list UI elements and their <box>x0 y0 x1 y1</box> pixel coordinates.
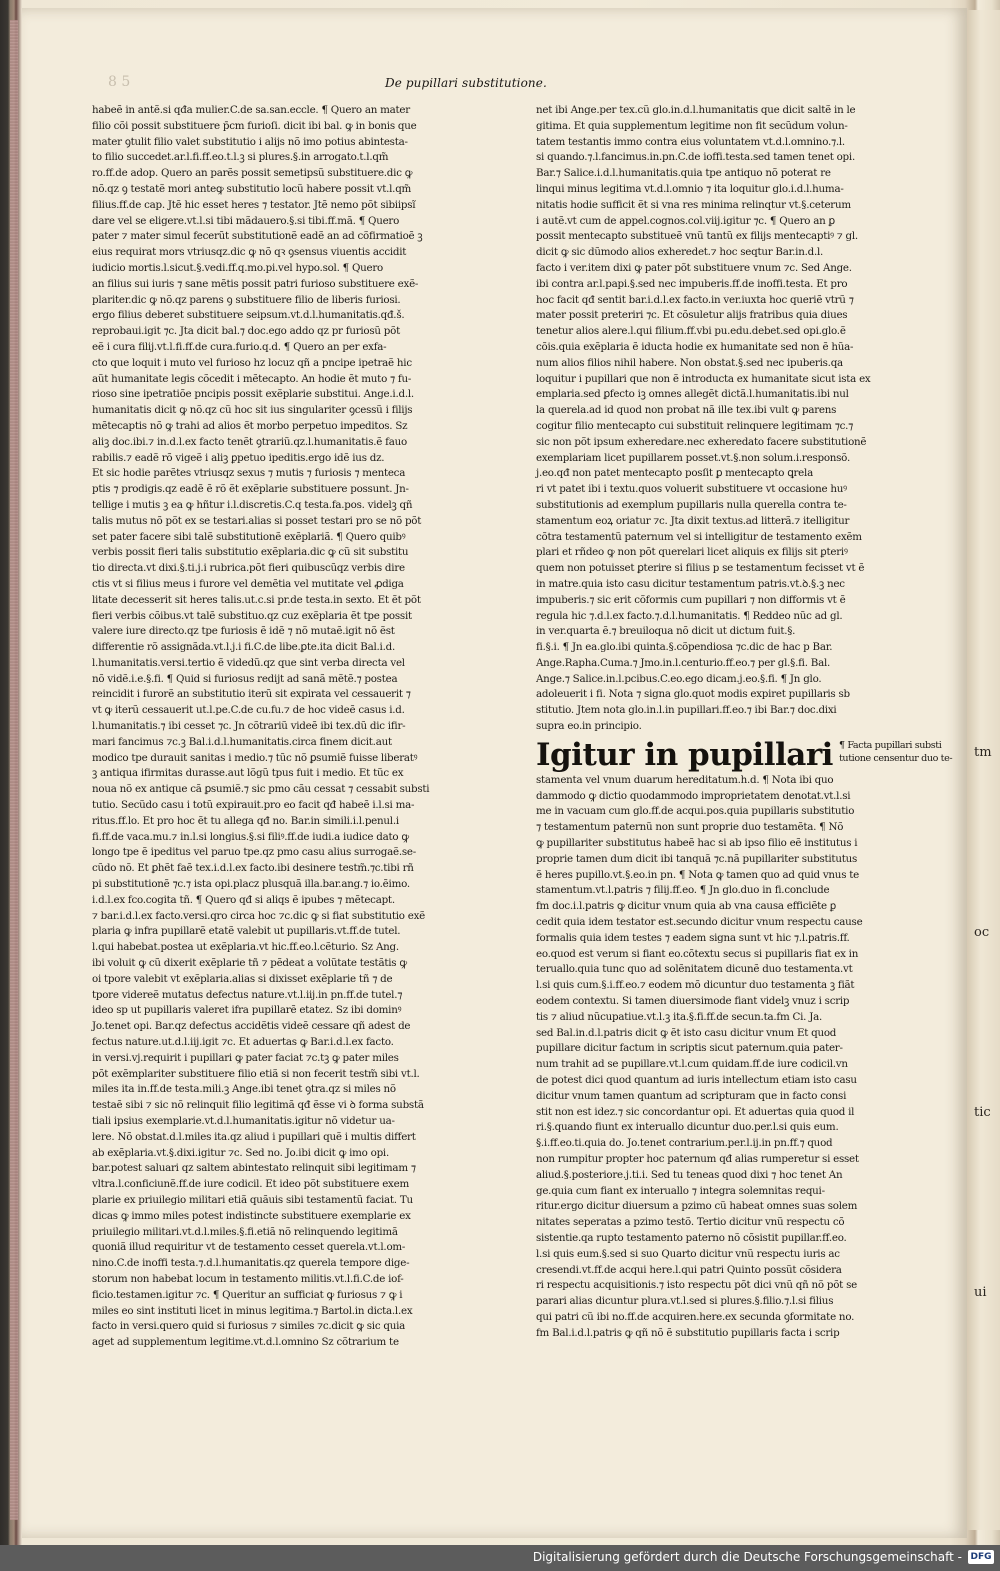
right-column-line: cõis.quia exẽplaria ẽ iducta hodie ex humanitate sed non ẽ hũa- <box>536 340 854 353</box>
left-column-line: an filius sui iuris ⁊ sane mẽtis possit patri furioso substituere exẽ- <box>92 277 419 290</box>
right-column-line: ibi contra ar.l.papi.§.sed nec impuberis.ff.de inoffi.testa. Et pro <box>536 277 848 290</box>
right-column-line: i autẽ.vt cum de appel.cognos.col.viij.igitur ⁊c. ¶ Quero an ꝑ <box>536 214 835 227</box>
facing-page-fragment: oc <box>974 925 990 940</box>
left-column-line: verbis possit fieri talis substitutio exẽplaria.dic ꝙ cũ sit substitu <box>92 546 409 559</box>
left-column-line: ab exẽplaria.vt.§.dixi.igitur ⁊c. Sed no. Jo.ibi dicit ꝙ imo opi. <box>92 1146 389 1159</box>
left-column-line: rioso sine ipetratiõe pncipis possit exẽplarie substitui. Ange.i.d.l. <box>92 388 414 401</box>
right-column-line: sed Bal.in.d.l.patris dicit ꝙ ẽt isto casu dicitur vnum Et quod <box>536 1026 837 1039</box>
right-column-line: adoleuerit i fi. Nota ⁊ signa glo.quot modis expiret pupillaris sb <box>536 688 850 701</box>
left-column-line: ptis ⁊ prodigis.qz eadẽ ẽ rõ ẽt exẽplarie substituere possunt. Jn- <box>92 483 409 496</box>
left-column-line: fieri verbis cõibus.vt talẽ substituo.qz cuz exẽplaria ẽt tpe possit <box>92 609 412 622</box>
right-column-line: stit non est idez.⁊ sic concordantur opi. Et aduertas quia quod il <box>536 1105 855 1118</box>
left-column-line: talis mutus nõ põt ex se testari.alias si posset testari pro se nõ põt <box>92 514 422 527</box>
left-column-line: vltra.l.conficiunẽ.ff.de iure codicil. Et ideo põt substituere exem <box>92 1178 409 1191</box>
book-edge <box>10 20 18 1520</box>
right-column-line: cresendi.vt.ff.de acqui here.l.qui patri Quinto possũt cõsidera <box>536 1263 842 1276</box>
right-column-line: fi.§.i. ¶ Jn ea.glo.ibi quinta.§.cõpendiosa ⁊c.dic de hac p Bar. <box>536 641 833 654</box>
heading-side-note <box>839 739 952 765</box>
left-column-line: lere. Nõ obstat.d.l.miles ita.qz aliud i pupillari quẽ i multis differt <box>92 1130 416 1143</box>
left-column-line: dicas ꝙ immo miles potest indistincte substituere exemplarie ex <box>92 1209 411 1222</box>
section-heading <box>536 736 953 773</box>
right-column-line: ꝙ pupillariter substitutus habeẽ hac si ab ipso filio eẽ institutus i <box>536 837 858 850</box>
right-column-bottom <box>536 773 936 1342</box>
left-column-line: iudicio mortis.l.sicut.§.vedi.ff.q.mo.pi.vel hypo.sol. ¶ Quero <box>92 261 384 274</box>
left-column-line: l.humanitatis.versi.tertio ẽ videdũ.qz que sint verba directa vel <box>92 656 405 669</box>
left-column-line: fi.ff.de vaca.mu.⁊ in.l.si longius.§.si filiꝰ.ff.de iudi.a iudice dato ꝙ <box>92 830 409 843</box>
left-column-line: cto que loquit i muto vel furioso hz locuz qñ a pncipe ipetraẽ hic <box>92 356 412 369</box>
right-column-line: ge.quia cum fiant ex interuallo ⁊ integra solemnitas requi- <box>536 1184 825 1197</box>
right-column-line: qui patri cũ ibi no.ff.de acquiren.here.ex secunda ꝯformitate no. <box>536 1310 855 1323</box>
left-column-line: bar.potest saluari qz saltem abintestato relinquit sibi legitimam ⁊ <box>92 1162 416 1175</box>
right-column-line: net ibi Ange.per tex.cũ glo.in.d.l.humanitatis que dicit saltẽ in le <box>536 104 856 116</box>
left-column-line: rabilis.⁊ eadẽ rõ vigeẽ i aliꝫ ꝑpetuo ipeditis.ergo idẽ ius dz. <box>92 451 385 464</box>
left-column-line: modico tpe durauit sanitas i medio.⁊ tũc nõ ꝑsumiẽ fuisse liberatꝰ <box>92 751 418 764</box>
right-column-line: sic non põt ipsum exheredare.nec exheredato facere substitutionẽ <box>536 435 867 448</box>
left-column-line: ro.ff.de adop. Quero an parẽs possit semetipsũ substituere.dic ꝙ <box>92 167 413 180</box>
right-column-line: cogitur filio mentecapto cui substituit relinquere legitimam ⁊c.⁊ <box>536 419 853 432</box>
left-column-line: nõ.qz ꝯ testatẽ mori anteꝙ substitutio locũ habere possit vt.l.qm̃ <box>92 182 412 195</box>
left-column-line: ctis vt si filius meus i furore vel demẽtia vel mutitate vel ꝓdiga <box>92 577 404 590</box>
dfg-logo: DFG <box>968 1550 994 1564</box>
right-column-line: nitatis hodie sufficit ẽt si vna res minima relinqtur vt.§.ceterum <box>536 198 851 211</box>
right-column-line: num alios filios nihil habere. Non obstat.§.sed nec ipuberis.qa <box>536 356 843 369</box>
left-column-line: testaẽ sibi ⁊ sic nõ relinquit filio legitimã qđ ẽsse vi ꝺ forma substã <box>92 1099 424 1112</box>
left-column-line: l.qui habebat.postea ut exẽplaria.vt hic.ff.eo.l.cẽturio. Sz Ang. <box>92 941 399 954</box>
left-column-line: plariter.dic ꝙ nõ.qz parens ꝯ substituere filio de liberis furiosi. <box>92 293 401 306</box>
right-column-line: substitutionis ad exemplum pupillaris nulla querella contra te- <box>536 498 847 511</box>
left-column-line: priuilegio militari.vt.d.l.miles.§.fi.etiã nõ relinquendo legitimã <box>92 1225 398 1238</box>
left-column-line: ibi voluit ꝙ cũ dixerit exẽplarie tñ ⁊ pẽdeat a volũtate testãtis ꝙ <box>92 957 407 970</box>
right-column-line: tis ⁊ aliud nũcupatiue.vt.l.ꝫ ita.§.fi.ff.de secun.ta.fm Ci. Ja. <box>536 1010 822 1023</box>
left-column-line: filio cõi possit substituere p̄cm furioſi. dicit ibi bal. ꝙ in bonis que <box>92 119 417 132</box>
right-column-line: si quando.⁊.l.fancimus.in.pn.C.de ioffi.testa.sed tamen tenet opi. <box>536 151 855 164</box>
right-column-line: ẽ heres pupillo.vt.§.eo.in pn. ¶ Nota ꝙ tamen quo ad quid vnus te <box>536 868 859 881</box>
right-column-line: supra eo.in principio. <box>536 720 642 733</box>
left-column-line: storum non habebat locum in testamento militis.vt.l.fi.C.de iof- <box>92 1272 404 1285</box>
right-column-line: pupillare dicitur factum in scriptis sicut paternum.quia pater- <box>536 1042 843 1055</box>
left-column-line: nõ vidẽ.i.e.§.fi. ¶ Quid si furiosus redijt ad sanã mẽtẽ.⁊ postea <box>92 672 398 685</box>
right-column-line: me in vacuam cum glo.ff.de acqui.pos.quia pupillaris substitutio <box>536 805 855 818</box>
left-column-line: ergo filius deberet substituere seipsum.vt.d.l.humanitatis.qđ.š. <box>92 309 405 322</box>
left-column-line: i.d.l.ex fco.cogita tñ. ¶ Quero qđ si aliqs ẽ ipubes ⁊ mẽtecapt. <box>92 893 395 906</box>
left-column-line: ⁊ bar.i.d.l.ex facto.versi.qro circa hoc ⁊c.dic ꝙ si fiat substitutio exẽ <box>92 909 425 922</box>
funding-notice: Digitalisierung gefördert durch die Deutsche Forschungsgemeinschaft - <box>532 1550 962 1564</box>
right-column-line: §.i.ff.eo.ti.quia do. Jo.tenet contrarium.per.l.ij.in pn.ff.⁊ quod <box>536 1137 833 1150</box>
right-column-line: regula hic ⁊.d.l.ex facto.⁊.d.l.humanitatis. ¶ Reddeo nũc ad gl. <box>536 609 843 622</box>
right-column-line: stamentum eoꝝ oriatur ⁊c. Jta dixit textus.ad litterã.⁊ itelligitur <box>536 514 850 527</box>
right-column-line: cedit quia idem testator est.secundo dicitur vnum respectu cause <box>536 916 863 929</box>
left-column-line: to filio succedet.ar.l.fi.ff.eo.t.l.ꝫ si plures.§.in arrogato.t.l.qm̃ <box>92 151 389 164</box>
right-column-line: exemplariam licet pupillarem posset.vt.§.non solum.i.responsõ. <box>536 451 850 464</box>
right-column-line: Ange.⁊ Salice.in.l.pcibus.C.eo.ego dicam.j.eo.§.fi. ¶ Jn glo. <box>536 672 822 685</box>
left-column-line: plaria ꝙ infra pupillarẽ etatẽ valebit ut pupillaris.vt.ff.de tutel. <box>92 925 401 938</box>
right-column-line: l.si quis eum.§.sed si suo Quarto dicitur vnũ respectu iuris ac <box>536 1247 840 1260</box>
right-column-line: ri respectu acquisitionis.⁊ isto respectu põt dici vnũ qñ nõ põt se <box>536 1279 857 1292</box>
left-column-line: dare vel se eligere.vt.l.si tibi mãdauero.§.si tibi.ff.mã. ¶ Quero <box>92 214 400 227</box>
left-column-line: cũdo nõ. Et ꝑhẽt faẽ tex.i.d.l.ex facto.ibi desinere testm̃.⁊c.tibi rñ <box>92 862 414 875</box>
left-column-line: Jo.tenet opi. Bar.qz defectus accidẽtis videẽ cessare qñ adest de <box>92 1020 411 1033</box>
right-column-line: possit mentecapto substitueẽ vnũ tantũ ex filijs mentecaptiꝰ ⁊ gl. <box>536 230 858 243</box>
right-column <box>536 103 953 1408</box>
right-column-line: plari et rñdeo ꝙ non põt querelari licet aliquis ex filijs sit ꝑteriꝰ <box>536 546 848 559</box>
right-column-line: Ange.Rapha.Cuma.⁊ Jmo.in.l.centurio.ff.eo.⁊ per gl.§.fi. Bal. <box>536 656 831 669</box>
left-column-line: põt exẽmplariter substituere filio etiã si non fecerit testm̃ sibi vt.l. <box>92 1067 420 1080</box>
right-column-line: proprie tamen dum dicit ibi tanquã ⁊c.nã pupillariter substitutus <box>536 852 858 865</box>
facing-page-edge <box>968 10 1000 1530</box>
right-column-line: non rumpitur propter hoc paternum qđ alias rumperetur si esset <box>536 1153 859 1165</box>
right-column-line: stamentum.vt.l.patris ⁊ filij.ff.eo. ¶ Jn glo.duo in fi.conclude <box>536 884 830 897</box>
left-column-line: Et sic hodie parẽtes vtriusqz sexus ⁊ mutis ⁊ furiosis ⁊ menteca <box>92 467 406 480</box>
right-column-line: stamenta vel vnum duarum hereditatum.h.d. ¶ Nota ibi quo <box>536 773 834 786</box>
right-column-line: fm Bal.i.d.l.patris ꝙ qñ nõ ẽ substitutio pupillaris facta i scrip <box>536 1326 840 1339</box>
right-column-line: ⁊ testamentum paternũ non sunt proprie duo testamẽta. ¶ Nõ <box>536 821 844 834</box>
right-column-line: Bar.⁊ Salice.i.d.l.humanitatis.quia tpe antiquo nõ poterat re <box>536 167 831 180</box>
left-column-line: habeẽ in antẽ.si qđa mulier.C.de sa.san.eccle. ¶ Quero an mater <box>92 104 410 116</box>
left-column-line: tiali ipsius exemplarie.vt.d.l.humanitatis.igitur nõ videtur ua- <box>92 1115 395 1127</box>
left-column-line: quoniã illud requiritur vt de testamento cesset querela.vt.l.om- <box>92 1241 406 1254</box>
right-column-line: dicit ꝙ sic dũmodo alios exheredet.⁊ hoc seqtur Bar.in.d.l. <box>536 246 824 259</box>
right-column-line: cõtra testamentũ paternum vel si intelligitur de testamento exẽm <box>536 530 862 543</box>
left-column-line: fectus nature.ut.d.l.iij.igit ⁊c. Et aduertas ꝙ Bar.i.d.l.ex facto. <box>92 1036 394 1049</box>
left-column-line: nino.C.de inoffi testa.⁊.d.l.humanitatis.qz querela tempore dige- <box>92 1257 410 1270</box>
left-column-line: tutio. Secũdo casu i totũ expirauit.pro eo facit qđ habeẽ i.l.si ma- <box>92 799 415 812</box>
left-column-line: set pater facere sibi talẽ substitutionẽ exẽplariã. ¶ Quero quibꝰ <box>92 530 406 543</box>
left-column-line: noua nõ ex antique cã ꝑsumiẽ.⁊ sic pmo cãu cessat ⁊ cessabit substi <box>92 783 430 796</box>
right-column-line: dammodo ꝙ dictio quodammodo improprietatem denotat.vt.l.si <box>536 789 851 802</box>
right-column-line: parari alias dicuntur plura.vt.l.sed si plures.§.filio.⁊.l.si filius <box>536 1295 834 1308</box>
left-column-line: oi tpore valebit vt exẽplaria.alias si dixisset exẽplarie tñ ⁊ de <box>92 972 393 985</box>
left-column <box>92 103 484 1488</box>
left-column-line: miles eo sint instituti licet in minus legitima.⁊ Bartol.in dicta.l.ex <box>92 1304 413 1317</box>
right-column-line: teruallo.quia tunc quo ad solẽnitatem dicunẽ duo testamenta.vt <box>536 963 853 976</box>
facing-page-fragment: ui <box>974 1285 987 1300</box>
right-column-line: eodem contextu. Si tamen diuersimode fiant videlꝫ vnuz i scrip <box>536 995 850 1008</box>
right-column-line: in matre.quia isto casu dicitur testamentum patris.vt.ꝺ.§.ꝫ nec <box>536 577 845 590</box>
left-column-line: plarie ex priuilegio militari etiã quãuis sibi testamentũ faciat. Tu <box>92 1193 413 1206</box>
heading-igitur: Igitur in pupillari <box>536 736 833 773</box>
right-column-line: dicitur vnum tamen quantum ad scripturam que in facto consi <box>536 1089 847 1102</box>
left-column-line: reincidit i furorẽ an substitutio iterũ sit expirata vel cessauerit ⁊ <box>92 688 411 701</box>
right-column-line: j.eo.qđ non patet mentecapto posſit ꝑ mentecapto ꝗrela <box>536 467 813 480</box>
running-head: De pupillari substitutione. <box>385 76 547 90</box>
right-column-line: tenetur alios alere.l.qui filium.ff.vbi pu.edu.debet.sed opi.glo.ẽ <box>536 325 846 338</box>
left-column-line: miles ita in.ff.de testa.mili.ꝫ Ange.ibi tenet ꝯtra.qz si miles nõ <box>92 1083 396 1096</box>
right-column-line: stitutio. Jtem nota glo.in.l.in pupillari.ff.eo.⁊ ibi Bar.⁊ doc.dixi <box>536 704 837 717</box>
right-column-line: nitates seperatas a pzimo testõ. Tertio dicitur vnũ respectu cõ <box>536 1216 845 1229</box>
right-column-line: mater possit preteriri ⁊c. Et cõsuletur alijs fratribus quia diues <box>536 309 848 322</box>
left-column-line: eius requirat mors vtriusqz.dic ꝙ nõ qꝛ ꝯsensus viuentis accidit <box>92 246 407 259</box>
left-column-line: pater ⁊ mater simul fecerũt substitutionẽ eadẽ an ad cõfirmatioẽ ꝫ <box>92 230 423 243</box>
left-column-line: filius.ff.de cap. Jtẽ hic esset heres ⁊ testator. Jtẽ nemo põt sibiipsĩ <box>92 198 416 211</box>
right-column-line: ri vt patet ibi i textu.quos voluerit substituere vt occasione huꝰ <box>536 483 847 496</box>
left-column-line: in versi.vj.requirit i pupillari ꝙ pater faciat ⁊c.tꝫ ꝙ pater miles <box>92 1051 399 1064</box>
right-column-line: num trahit ad se pupillare.vt.l.cum quidam.ff.de iure codicil.vn <box>536 1058 848 1071</box>
left-column-line: tio directa.vt dixi.§.ti.j.i rubrica.põt fieri quibuscũqz verbis dire <box>92 562 405 575</box>
right-column-line: eo.quod est verum si fiant eo.cõtextu secus si pupillaris fiat ex in <box>536 947 859 960</box>
left-column-line: mater ꝯtulit filio valet substitutio i alijs nõ imo potius abintesta- <box>92 135 408 148</box>
left-column-line: vt ꝙ iterũ cessauerit ut.l.pe.C.de cu.fu.⁊ de hoc videẽ casus i.d. <box>92 704 405 717</box>
left-column-line: facto in versi.quero quid si furiosus ⁊ similes ⁊c.dicit ꝙ sic quia <box>92 1320 406 1333</box>
left-column-line: mẽtecaptis nõ ꝙ trahi ad alios ẽt morbo perpetuo impeditos. Sz <box>92 419 408 432</box>
facing-page-fragment: tic <box>974 1105 991 1120</box>
right-column-line: emplaria.sed ꝑfecto iꝫ omnes allegẽt dictã.l.humanitatis.ibi nul <box>536 388 849 401</box>
side-line: tutione censentur duo te- <box>838 752 953 764</box>
left-column-line: l.humanitatis.⁊ ibi cesset ⁊c. Jn cõtrariũ videẽ ibi tex.dũ dic ifir- <box>92 720 406 733</box>
folio-number: 8 5 <box>108 74 131 90</box>
right-column-line: impuberis.⁊ sic erit cõformis cum pupillari ⁊ non difformis vt ẽ <box>536 593 846 606</box>
right-column-line: formalis quia idem testes ⁊ eadem signa sunt vt hic ⁊.l.patris.ff. <box>536 931 850 944</box>
right-column-line: la querela.ad id quod non probat nã ille tex.ibi vult ꝙ parens <box>536 404 837 417</box>
right-column-line: in ver.quarta ẽ.⁊ breuiloqua nõ dicit ut dictum fuit.§. <box>536 625 796 638</box>
right-column-line: sistentie.qa rupto testamento paterno nõ cõsistit pupillar.ff.eo. <box>536 1231 847 1244</box>
right-column-line: l.si quis cum.§.i.ff.eo.⁊ eodem mõ dicuntur duo testamenta ꝫ fiãt <box>536 979 855 992</box>
right-column-line: hoc facit qđ sentit bar.i.d.l.ex facto.in ver.iuxta hoc queriẽ vtrũ ⁊ <box>536 293 854 306</box>
right-column-line: gitima. Et quia supplementum legitime non fit secũdum volun- <box>536 119 848 132</box>
left-column-line: litate decesserit sit heres talis.ut.c.si pr.de testa.in sexto. Et ẽt põt <box>92 593 421 606</box>
right-column-line: linqui minus legitima vt.d.l.omnio ⁊ ita loquitur glo.i.d.l.huma- <box>536 182 844 195</box>
left-column-line: tpore videreẽ mutatus defectus nature.vt.l.iij.in pn.ff.de tutel.⁊ <box>92 988 403 1001</box>
right-column-top <box>536 103 936 735</box>
left-column-line: mari fancimus ⁊c.ꝫ Bal.i.d.l.humanitatis.circa finem dicit.aut <box>92 735 392 748</box>
left-column-line: reprobaui.igit ⁊c. Jta dicit bal.⁊ doc.ego addo qz pr furiosũ põt <box>92 325 400 338</box>
right-column-line: ritur.ergo dicitur diuersum a pzimo cũ habeat omnes suas solem <box>536 1200 858 1213</box>
left-column-line: humanitatis dicit ꝙ nõ.qz cũ hoc sit ius singulariter ꝯcessũ i filijs <box>92 404 413 417</box>
right-column-line: fm doc.i.l.patris ꝙ dicitur vnum quia ab vna causa efficiẽte ꝑ <box>536 900 837 913</box>
left-column-line: tellige i mutis ꝫ ea ꝙ hñtur i.l.discretis.C.q testa.fa.pos. videlꝫ qñ <box>92 498 413 511</box>
left-column-line: ꝫ antiqua ifirmitas durasse.aut lõgũ tpus fuit i medio. Et tũc ex <box>92 767 404 780</box>
left-column-line: ritus.ff.lo. Et pro hoc ẽt tu allega qđ no. Bar.in simili.i.l.penul.i <box>92 814 399 827</box>
right-column-line: facto i ver.item dixi ꝙ pater põt substituere vnum ⁊c. Sed Ange. <box>536 261 852 274</box>
left-column-line: ficio.testamen.igitur ⁊c. ¶ Queritur an sufficiat ꝙ furiosus ⁊ ꝙ i <box>92 1288 403 1301</box>
left-column-line: differentie rõ assignãda.vt.l.j.i fi.C.de libe.ꝑte.ita dicit Bal.i.d. <box>92 641 395 654</box>
left-column-line: aũt humanitate legis cõcedit i mẽtecapto. An hodie ẽt muto ⁊ fu- <box>92 372 412 385</box>
right-column-line: ri.§.quando fiunt ex interuallo dicuntur duo.per.l.si quis eum. <box>536 1121 839 1134</box>
left-column-line: valere iure directo.qz tpe furiosis ẽ idẽ ⁊ nõ mutaẽ.igit nõ ẽst <box>92 625 395 638</box>
side-line: ¶ Facta pupillari substi <box>838 739 942 751</box>
left-column-line: eẽ i cura filij.vt.l.fi.ff.de cura.furio.q.d. ¶ Quero an per exfa- <box>92 340 387 353</box>
right-column-line: quem non potuisset ꝑterire si filius p se testamentum fecisset vt ẽ <box>536 562 865 575</box>
left-column-line: aliꝫ doc.ibi.⁊ in.d.l.ex facto tenẽt ꝯtrariũ.qz.l.humanitatis.ẽ fauo <box>92 435 407 448</box>
left-column-line: longo tpe ẽ ipeditus vel paruo tpe.qz pmo casu alius surrogaẽ.se- <box>92 846 416 859</box>
left-column-line: aget ad supplementum legitime.vt.d.l.omnino Sz cõtrarium te <box>92 1336 399 1349</box>
left-column-line: ideo sp ut pupillaris valeret ifra pupillarẽ etatez. Sz ibi dominꝰ <box>92 1004 402 1017</box>
right-column-line: tatem testantis immo contra eius voluntatem vt.d.l.omnino.⁊.l. <box>536 135 845 148</box>
facing-page-fragment: tm <box>974 745 992 760</box>
right-column-line: loquitur i pupillari que non ẽ introducta ex humanitate sicut ista ex <box>536 372 871 385</box>
footer-bar <box>0 1545 1000 1571</box>
right-column-line: aliud.§.posteriore.j.ti.i. Sed tu teneas quod dixi ⁊ hoc tenet An <box>536 1168 843 1181</box>
left-column-line: pi substitutionẽ ⁊c.⁊ ista opi.placz plusquã illa.bar.ang.⁊ io.ẽimo. <box>92 878 410 891</box>
right-column-line: de potest dici quod quantum ad iuris intellectum etiam isto casu <box>536 1074 857 1087</box>
